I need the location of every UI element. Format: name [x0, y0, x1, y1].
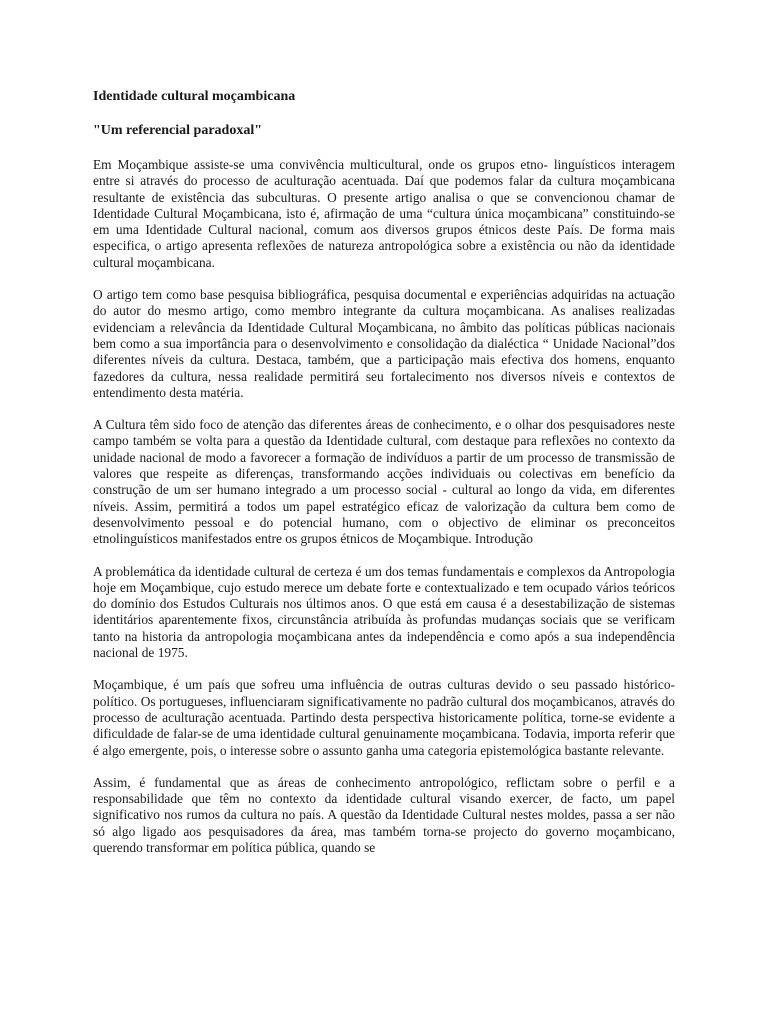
paragraph-4: A problemática da identidade cultural de certeza é um dos temas fundamentais e complexos da Antropologia hoje em Moçambique, cujo estudo merece um debate forte e contextualizado e tem ocupado vários teóricos do domínio dos Estudos Culturais nos últimos anos. O que está em causa é a desestabilização de sistemas identitários aparentemente fixos, circunstância atribuída às profundas mudanças sociais que se verificam tanto na historia da antropologia moçambicana antes da independência e como após a sua independência nacional de 1975.: [93, 563, 675, 661]
paragraph-2: O artigo tem como base pesquisa bibliográfica, pesquisa documental e experiências adquiridas na actuação do autor do mesmo artigo, como membro integrante da cultura moçambicana. As analises realizadas evidenciam a relevância da Identidade Cultural Moçambicana, no âmbito das políticas públicas nacionais bem como a sua importância para o desenvolvimento e consolidação da dialéctica “ Unidade Nacional”dos diferentes níveis da cultura. Destaca, também, que a participação mais efectiva dos homens, enquanto fazedores da cultura, nessa realidade permitirá seu fortalecimento nos diversos níveis e contextos de entendimento desta matéria.: [93, 287, 675, 400]
paragraph-5: Moçambique, é um país que sofreu uma influência de outras culturas devido o seu passado histórico-político. Os portugueses, influenciaram significativamente no padrão cultural dos moçambicanos, através do processo de aculturação acentuada. Partindo desta perspectiva historicamente política, torne-se evidente a dificuldade de falar-se de uma identidade cultural genuinamente moçambicana. Todavia, importa referir que é algo emergente, pois, o interesse sobre o assunto ganha uma categoria epistemológica bastante relevante.: [93, 677, 675, 758]
document-page: [93, 88, 675, 856]
paragraph-3: A Cultura têm sido foco de atenção das diferentes áreas de conhecimento, e o olhar dos pesquisadores neste campo também se volta para a questão da Identidade cultural, com destaque para reflexões no contexto da unidade nacional de modo a favorecer a formação de indivíduos a partir de um processo de transmissão de valores que respeite as diferenças, transformando acções individuais ou colectivas em benefício da construção de um ser humano integrado a um processo social - cultural ao longo da vida, em diferentes níveis. Assim, permitirá a todos um papel estratégico eficaz de valorização da cultura bem como de desenvolvimento pessoal e do potencial humano, com o objectivo de eliminar os preconceitos etnolinguísticos manifestados entre os grupos étnicos de Moçambique. Introdução: [93, 417, 675, 547]
paragraph-1: Em Moçambique assiste-se uma convivência multicultural, onde os grupos etno- linguísticos interagem entre si através do processo de aculturação acentuada. Daí que podemos falar da cultura moçambicana resultante de existência das subculturas. O presente artigo analisa o que se convencionou chamar de Identidade Cultural Moçambicana, isto é, afirmação de uma “cultura única moçambicana” constituindo-se em uma Identidade Cultural nacional, comum aos diversos grupos étnicos deste País. De forma mais especifica, o artigo apresenta reflexões de natureza antropológica sobre a existência ou não da identidade cultural moçambicana.: [93, 157, 675, 270]
document-subtitle: "Um referencial paradoxal": [93, 123, 262, 138]
document-title: Identidade cultural moçambicana: [93, 89, 296, 104]
paragraph-6: Assim, é fundamental que as áreas de conhecimento antropológico, reflictam sobre o perfil e a responsabilidade que têm no contexto da identidade cultural visando exercer, de facto, um papel significativo nos rumos da cultura no país. A questão da Identidade Cultural nestes moldes, passa a ser não só algo ligado aos pesquisadores da área, mas também torna-se projecto do governo moçambicano, querendo transformar em política pública, quando se: [93, 774, 675, 855]
